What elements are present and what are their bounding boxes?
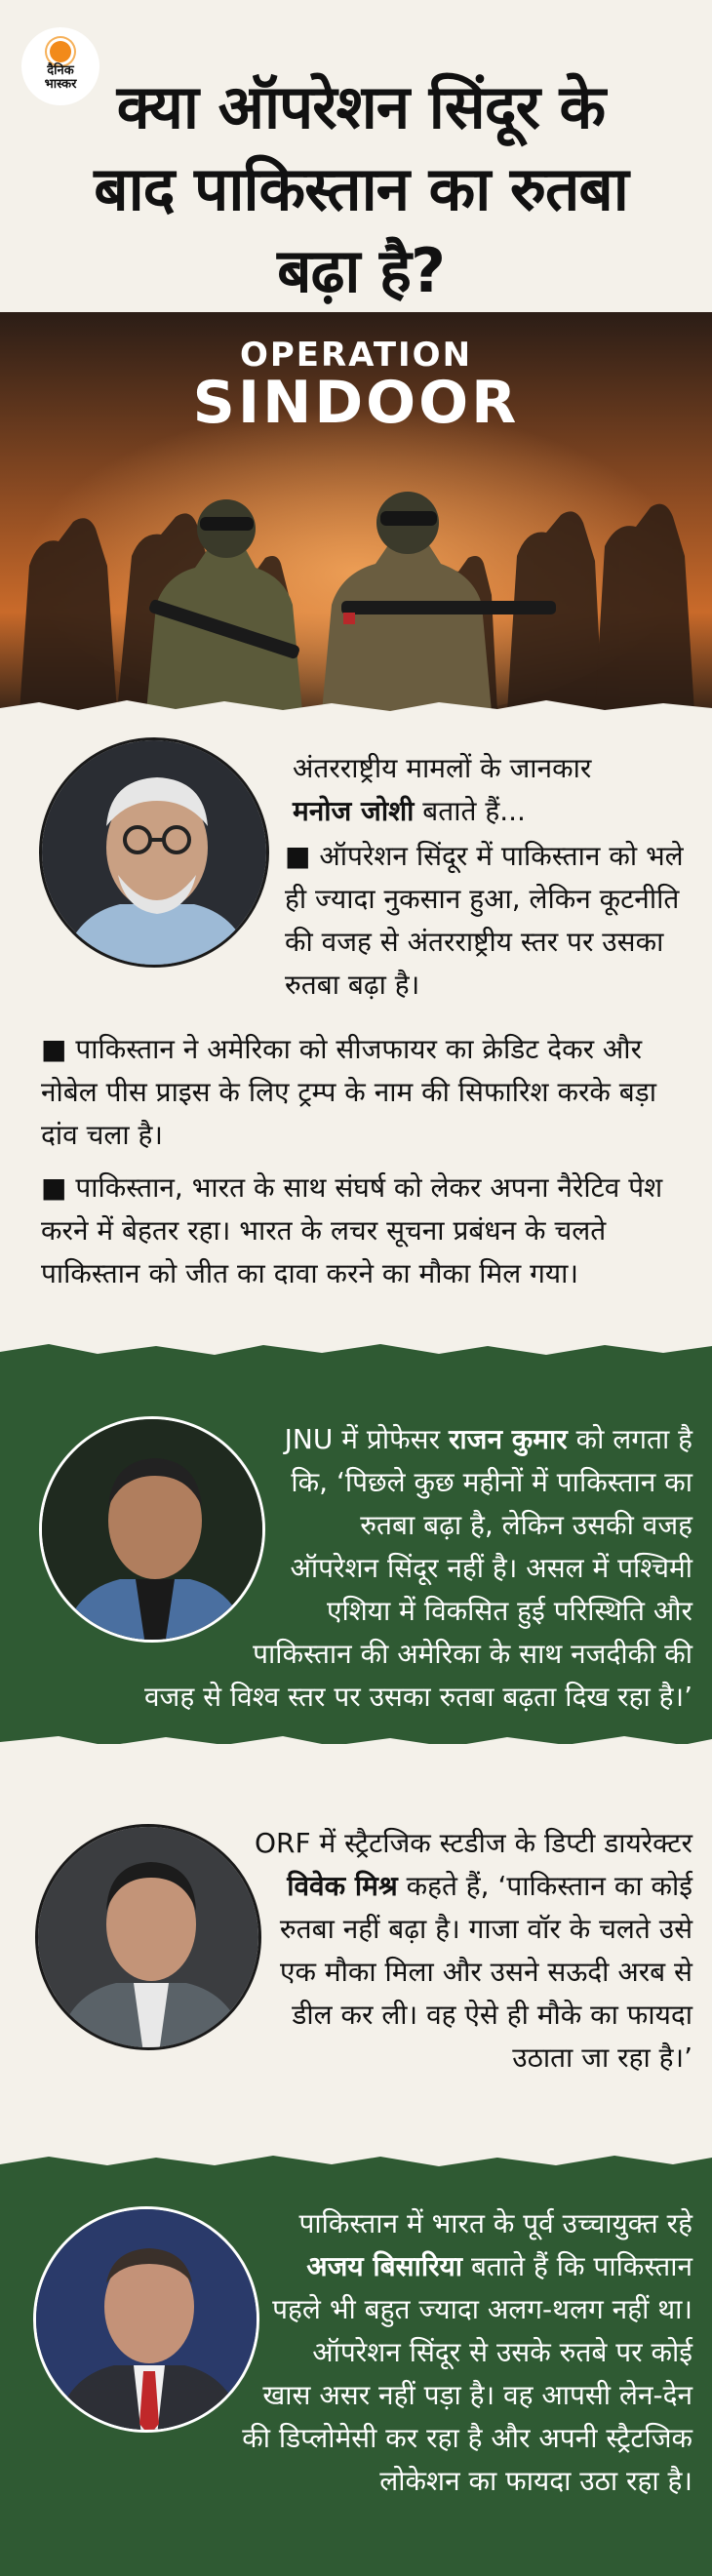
quote-rajan-kumar: [20, 1418, 692, 1719]
intro-post: बताते हैं...: [414, 795, 526, 827]
quote-pre: JNU में प्रोफेसर: [284, 1423, 449, 1455]
bullet-1: ■ ऑपरेशन सिंदूर में पाकिस्तान को भले ही ज्यादा नुकसान हुआ, लेकिन कूटनीति की वजह से अंतरराष्ट्रीय स्तर पर उसका रुतबा बढ़ा है।: [285, 840, 684, 1001]
logo-line2: भास्कर: [44, 77, 77, 92]
torn-edge: [0, 1338, 712, 1364]
section-rajan-kumar: [0, 1362, 712, 1744]
bullet-2: ■ पाकिस्तान ने अमेरिका को सीजफायर का क्रेडिट देकर और नोबेल पीस प्राइस के लिए ट्रम्प के नाम की सिफारिश करके बड़ा दांव चला है।: [41, 1033, 657, 1151]
quote-vivek-mishra: [20, 1822, 692, 2080]
expert-name: मनोज जोशी: [293, 795, 415, 827]
quote-pre: ORF में स्ट्रैटजिक स्टडीज के डिप्टी डायरेक्टर: [254, 1827, 692, 1859]
intro-pre: अंतरराष्ट्रीय मामलों के जानकार: [293, 752, 592, 784]
hero-title-line2: SINDOOR: [192, 369, 520, 437]
hero-image: [0, 312, 712, 712]
torn-edge: [0, 1730, 712, 1756]
headline: क्या ऑपरेशन सिंदूर के बाद पाकिस्तान का रुतबा बढ़ा है?: [94, 71, 628, 306]
quote-body: कहते हैं, ‘पाकिस्तान का कोई रुतबा नहीं बढ़ा है। गाजा वॉर के चलते उसे एक मौका मिला और उसने सऊदी अरब से डील कर ली। वह ऐसे ही मौके का फायदा उठाता जा रहा है।’: [279, 1870, 692, 2074]
bullet-3: ■ पाकिस्तान, भारत के साथ संघर्ष को लेकर अपना नैरेटिव पेश करने में बेहतर रहा। भारत के लचर सूचना प्रबंधन के चलते पाकिस्तान को जीत का दावा करने का मौका मिल गया।: [41, 1171, 663, 1289]
avatar-manoj-joshi: [39, 737, 269, 968]
quote-pre: पाकिस्तान में भारत के पूर्व उच्चायुक्त रहे: [298, 2207, 692, 2239]
hero-title-line1: OPERATION: [239, 336, 473, 375]
quote-ajay-bisaria: [20, 2202, 692, 2503]
torn-edge: [0, 2150, 712, 2175]
logo-line1: दैनिक: [47, 63, 74, 78]
header: [0, 0, 712, 312]
section-vivek-mishra: [0, 1754, 712, 2163]
section-ajay-bisaria: [0, 2173, 712, 2576]
sun-icon: [50, 41, 71, 62]
section-manoj-joshi: [0, 718, 712, 1352]
quote-body: को लगता है कि, ‘पिछले कुछ महीनों में पाकिस्तान का रुतबा बढ़ा है, लेकिन उसकी वजह ऑपरेशन सिंदूर नहीं है। असल में पश्चिमी एशिया में विकसित हुई परिस्थिति और पाकिस्तान की अमेरिका के साथ नजदीकी की वजह से विश्व स्तर पर उसका रुतबा बढ़ता दिख रहा है।’: [143, 1423, 692, 1713]
expert-name: विवेक मिश्र: [287, 1870, 398, 1902]
intro-text: [293, 747, 683, 833]
quote-body: बताते हैं कि पाकिस्तान पहले भी बहुत ज्यादा अलग-थलग नहीं था। ऑपरेशन सिंदूर से उसके रुतबे पर कोई खास असर नहीं पड़ा है। वह आपसी लेन-देन की डिप्लोमेसी कर रहा है और अपनी स्ट्रैटजिक लोकेशन का फायदा उठा रहा है।: [242, 2250, 692, 2497]
expert-name: राजन कुमार: [448, 1423, 568, 1455]
expert-name: अजय बिसारिया: [306, 2250, 463, 2282]
torn-edge: [0, 694, 712, 720]
